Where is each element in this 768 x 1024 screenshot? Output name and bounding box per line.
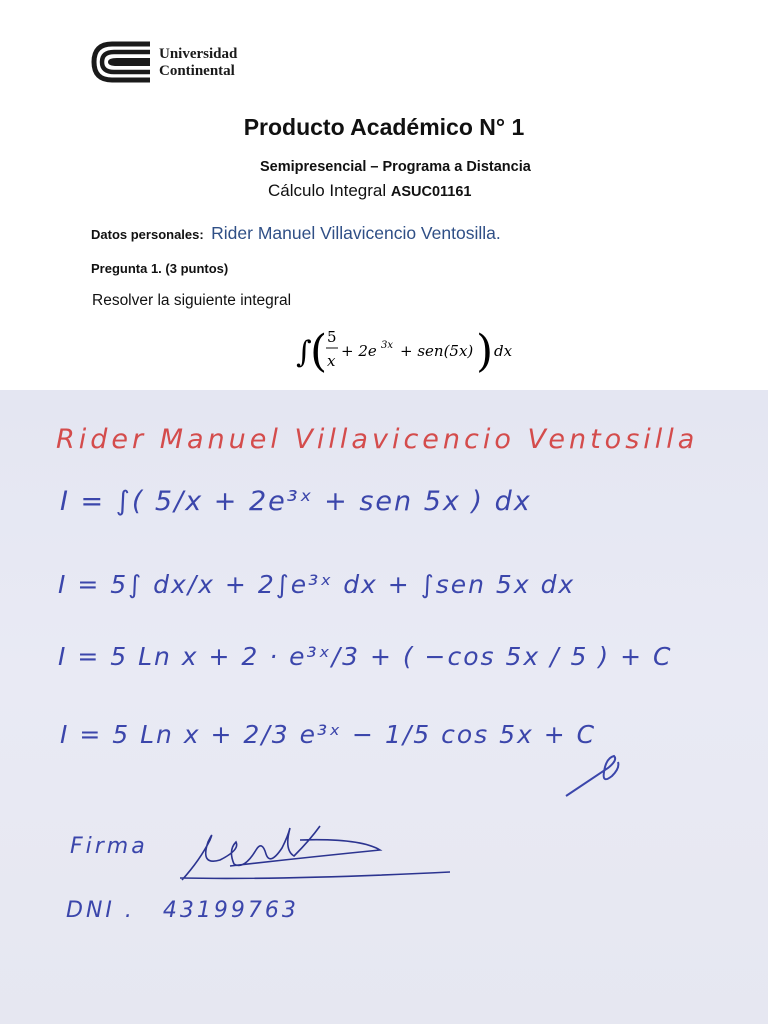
integral-dx: dx (494, 342, 513, 360)
signature-label: Firma (70, 834, 148, 859)
handwritten-solution-photo (0, 390, 768, 1024)
university-logo (90, 40, 152, 84)
handwritten-name: Rider Manuel Villavicencio Ventosilla (56, 424, 699, 455)
question-heading: Pregunta 1. (3 puntos) (91, 261, 229, 276)
university-name-line-2: Continental (159, 63, 235, 79)
integral-term-3: + sen(5x) (400, 342, 474, 360)
dni-label: DNI . (66, 898, 135, 923)
personal-data-row (91, 223, 501, 244)
initial-mark (560, 750, 630, 800)
program-subtitle: Semipresencial – Programa a Distancia (260, 159, 531, 175)
integral-term-2: + 2e (341, 342, 377, 360)
personal-data-label: Datos personales: (91, 227, 204, 242)
dni-row (66, 898, 299, 923)
solution-step-1: I = ∫( 5/x + 2e³ˣ + sen 5x ) dx (60, 486, 532, 517)
fraction-denominator: x (327, 352, 336, 370)
left-paren: ( (310, 326, 328, 377)
student-name: Rider Manuel Villavicencio Ventosilla. (211, 223, 501, 243)
course-name: Cálculo Integral (268, 181, 387, 200)
university-name-line-1: Universidad (159, 46, 238, 62)
course-subtitle (268, 181, 471, 201)
dni-number: 43199763 (162, 898, 299, 923)
integral-formula (296, 322, 526, 382)
solution-step-3: I = 5 Ln x + 2 · e³ˣ/3 + ( −cos 5x / 5 ) + C (58, 642, 673, 671)
instruction-text: Resolver la siguiente integral (92, 292, 292, 309)
integral-term-2-exponent: 3x (381, 340, 394, 351)
right-paren: ) (476, 326, 494, 377)
solution-step-4: I = 5 Ln x + 2/3 e³ˣ − 1/5 cos 5x + C (60, 720, 597, 749)
integral-sign: ∫ (296, 335, 312, 370)
course-code: ASUC01161 (390, 184, 472, 200)
solution-step-2: I = 5∫ dx/x + 2∫e³ˣ dx + ∫sen 5x dx (58, 570, 576, 599)
university-name (159, 46, 237, 80)
fraction-numerator: 5 (327, 328, 337, 346)
page-title: Producto Académico N° 1 (243, 114, 525, 140)
signature (170, 820, 460, 900)
